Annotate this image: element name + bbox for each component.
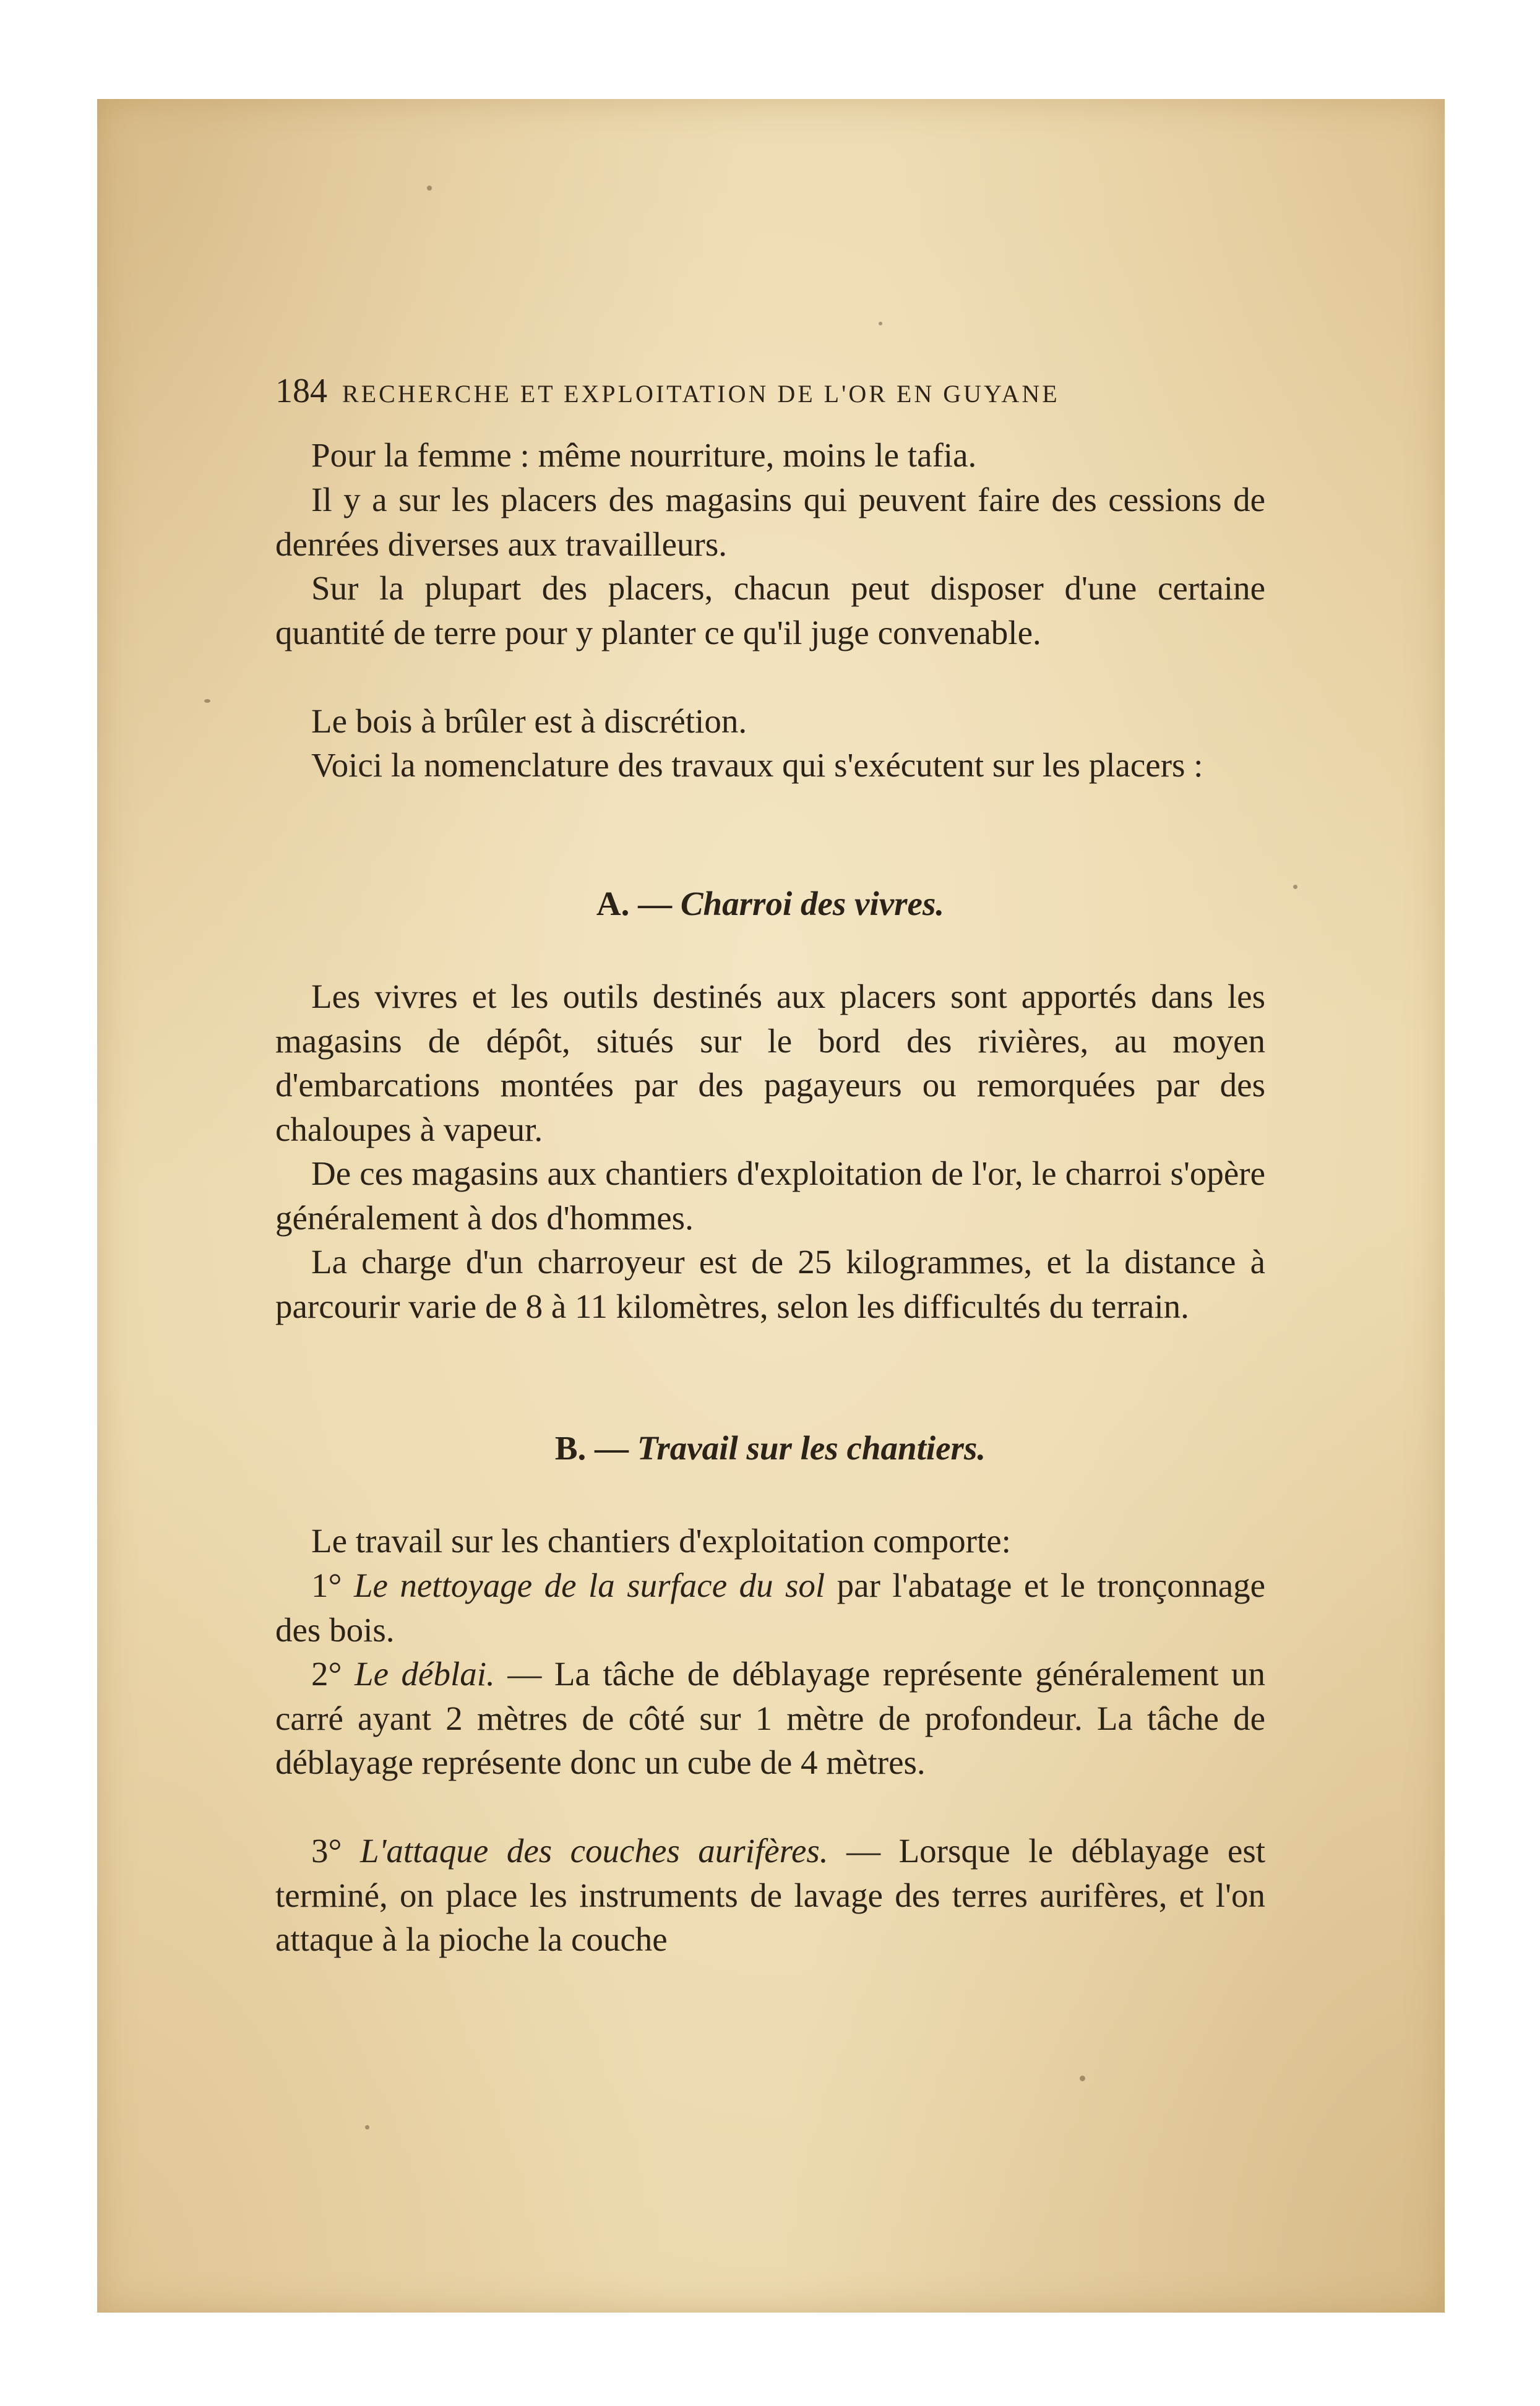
item-title: L'attaque des couches aurifères. <box>360 1832 828 1870</box>
paragraph: Le bois à brûler est à discrétion. <box>311 702 747 740</box>
item-title: Le nettoyage de la surface du sol <box>353 1566 825 1604</box>
paper-speck <box>204 699 210 703</box>
list-item <box>275 1563 1265 1652</box>
paper-speck <box>427 186 432 191</box>
paragraph: Il y a sur les placers des magasins qui peuvent faire des cessions de denrées diverses aux travailleurs. <box>275 481 1265 563</box>
list-item <box>275 1829 1265 1962</box>
paper-speck <box>365 2125 369 2129</box>
list-item <box>275 1652 1265 1785</box>
item-text: — Lorsque le déblayage est terminé, on place les instruments de lavage des terres aurifères, et l'on attaque à la pioche la couche <box>275 1832 1266 1958</box>
paper-speck <box>1293 885 1297 889</box>
section-heading-b <box>275 1426 1265 1471</box>
paper-speck <box>879 322 882 325</box>
page-number: 184 <box>275 372 327 410</box>
section-title: Charroi des vivres. <box>680 885 945 922</box>
item-number: 1° <box>311 1566 342 1604</box>
item-number: 2° <box>311 1655 342 1693</box>
section-label: A. — <box>596 885 673 922</box>
paragraph: Sur la plupart des placers, chacun peut disposer d'une certaine quantité de terre pour y planter ce qu'il juge convenable. <box>275 569 1265 651</box>
running-title: RECHERCHE ET EXPLOITATION DE L'OR EN GUYANE <box>342 380 1060 408</box>
section-label: B. — <box>554 1429 629 1467</box>
item-text: par l'abatage et le tronçonnage des bois. <box>275 1566 1266 1649</box>
item-text: — La tâche de déblayage représente généralement un carré ayant 2 mètres de côté sur 1 mètre de profondeur. La tâche de déblayage représente donc un cube de 4 mètres. <box>275 1655 1266 1781</box>
running-header <box>275 371 1265 411</box>
item-number: 3° <box>311 1832 342 1870</box>
paragraph: De ces magasins aux chantiers d'exploitation de l'or, le charroi s'opère généralement à dos d'hommes. <box>275 1154 1265 1237</box>
paragraph: La charge d'un charroyeur est de 25 kilogrammes, et la distance à parcourir varie de 8 à 11 kilomètres, selon les difficultés du terrain. <box>275 1243 1265 1325</box>
section-heading-a <box>275 882 1265 926</box>
item-title: Le déblai. <box>355 1655 495 1693</box>
paper-speck <box>1080 2076 1085 2081</box>
paragraph: Pour la femme : même nourriture, moins le tafia. <box>311 436 977 474</box>
paragraph: Voici la nomenclature des travaux qui s'exécutent sur les placers : <box>311 746 1203 784</box>
section-title: Travail sur les chantiers. <box>637 1429 986 1467</box>
paragraph: Les vivres et les outils destinés aux placers sont apportés dans les magasins de dépôt, situés sur le bord des rivières, au moyen d'embarcations montées par des pagayeurs ou remorquées par des chaloupes à vapeur. <box>275 977 1265 1148</box>
paragraph: Le travail sur les chantiers d'exploitation comporte: <box>311 1522 1011 1560</box>
